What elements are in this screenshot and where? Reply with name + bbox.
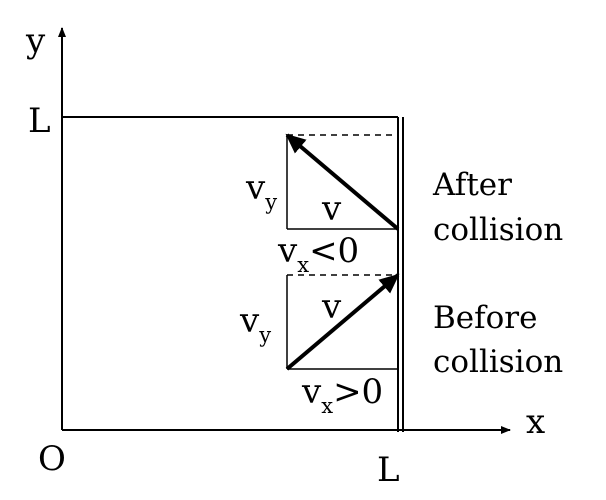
after-vy-main: v: [246, 168, 266, 208]
before-caption-line2: collision: [433, 344, 564, 380]
after-caption-line2: collision: [433, 212, 564, 248]
before-vy-sub: y: [259, 323, 272, 347]
after-caption-line1: After: [433, 167, 512, 203]
before-velocity-arrow: [287, 275, 398, 369]
before-vy-main: v: [240, 301, 260, 341]
after-vy-sub: y: [265, 190, 278, 214]
after-vector-label: v: [322, 189, 342, 229]
after-vy-label: [245, 168, 277, 214]
after-vx-condition: <0: [309, 231, 360, 271]
after-vx-label: [277, 231, 359, 277]
y-max-label: L: [28, 101, 51, 141]
y-axis-label: y: [26, 21, 46, 61]
before-vector-label: v: [322, 287, 342, 327]
before-vx-condition: >0: [333, 372, 384, 412]
before-vx-main: v: [302, 372, 322, 412]
before-vx-label: [301, 372, 383, 418]
after-vx-sub: x: [297, 253, 310, 277]
after-vx-main: v: [278, 231, 298, 271]
x-axis-label: x: [526, 402, 546, 442]
before-caption-line1: Before: [433, 300, 538, 336]
origin-label: O: [38, 439, 66, 479]
after-velocity-arrow: [287, 135, 398, 229]
x-max-label: L: [377, 450, 400, 490]
before-vx-sub: x: [321, 394, 334, 418]
before-vy-label: [239, 301, 271, 347]
